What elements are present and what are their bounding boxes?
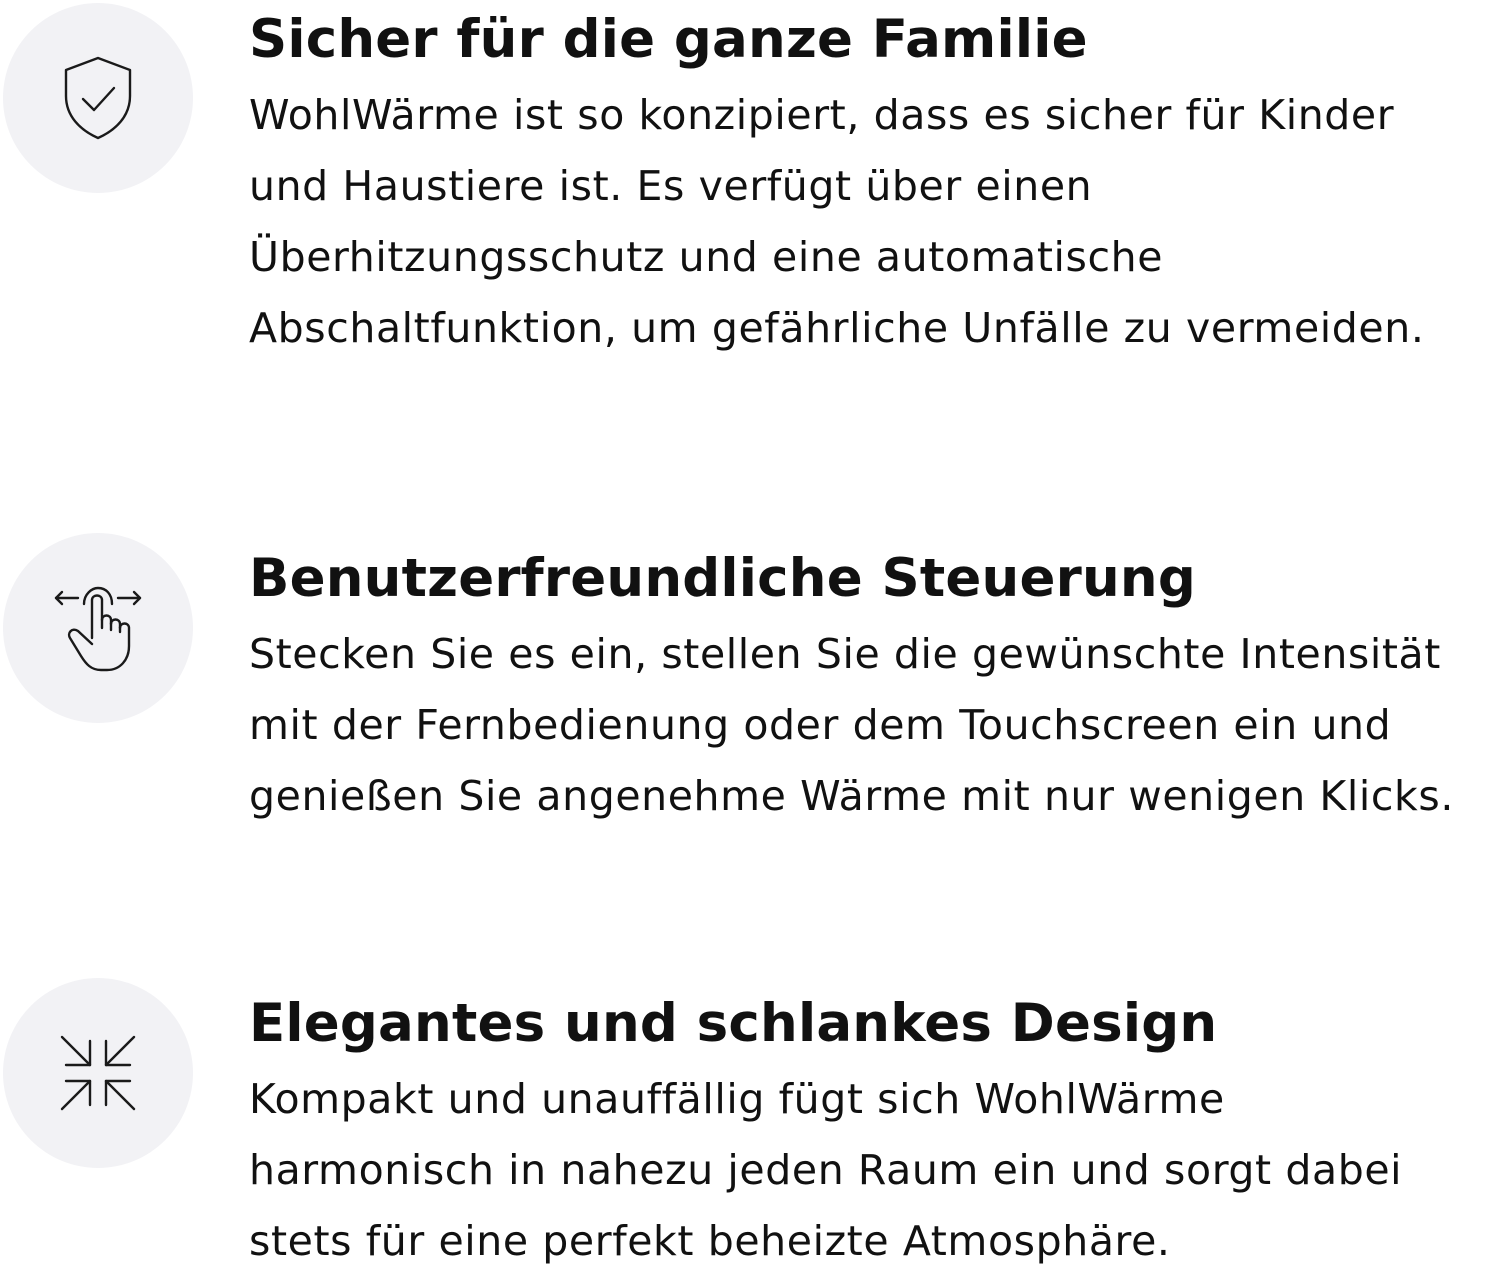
feature-title: Benutzerfreundliche Steuerung — [249, 548, 1196, 609]
feature-description: Stecken Sie es ein, stellen Sie die gewünschte Intensität mit der Fernbedienung oder dem Touchscreen ein und genießen Sie angenehme Wärme mit nur wenigen Klicks. — [249, 630, 1454, 820]
compress-arrows-icon — [50, 1025, 146, 1121]
feature-text — [249, 10, 1479, 364]
feature-description: WohlWärme ist so konzipiert, dass es sicher für Kinder und Haustiere ist. Es verfügt über einen Überhitzungsschutz und eine automatische Abschaltfunktion, um gefährliche Unfälle zu vermeiden. — [249, 91, 1425, 352]
feature-description: Kompakt und unauffällig fügt sich WohlWärme harmonisch in nahezu jeden Raum ein und sorgt dabei stets für eine perfekt beheizte Atmosphäre. — [249, 1075, 1403, 1265]
feature-text — [249, 549, 1479, 832]
icon-badge — [3, 533, 193, 723]
icon-badge — [3, 978, 193, 1168]
feature-title: Sicher für die ganze Familie — [249, 9, 1088, 70]
shield-check-icon — [50, 50, 146, 146]
icon-badge — [3, 3, 193, 193]
feature-title: Elegantes und schlankes Design — [249, 993, 1218, 1054]
touch-swipe-icon — [50, 580, 146, 676]
feature-text — [249, 994, 1479, 1277]
